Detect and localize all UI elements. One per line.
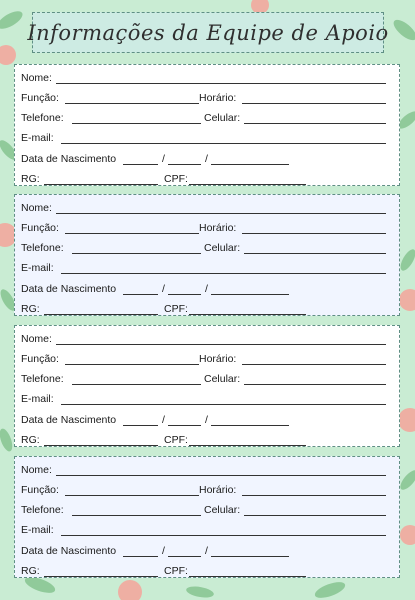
form-row [21, 152, 393, 166]
field-label-funcao: Função: [21, 92, 59, 104]
field-input-line-cpf[interactable] [189, 576, 306, 577]
field-input-line-telefone[interactable] [72, 253, 201, 254]
form-row [21, 172, 393, 186]
field-label-email: E-mail: [21, 393, 54, 405]
field-input-line-celular[interactable] [244, 384, 386, 385]
field-label-nome: Nome: [21, 333, 52, 345]
field-input-line-email[interactable] [61, 404, 386, 405]
form-row [21, 221, 393, 235]
field-label-email: E-mail: [21, 262, 54, 274]
field-input-line-rg[interactable] [44, 576, 158, 577]
form-row [21, 433, 393, 447]
field-label-slash: / [162, 153, 165, 165]
form-row [21, 282, 393, 296]
form-row [21, 352, 393, 366]
field-input-line-celular[interactable] [244, 123, 386, 124]
field-label-nascimento: Data de Nascimento [21, 283, 117, 295]
field-label-cpf: CPF: [164, 565, 188, 577]
form-row [21, 463, 393, 477]
field-input-line-cpf[interactable] [189, 184, 306, 185]
field-label-nome: Nome: [21, 202, 52, 214]
form-row [21, 302, 393, 316]
form-row [21, 261, 393, 275]
field-input-line-horario[interactable] [242, 103, 386, 104]
form-row [21, 544, 393, 558]
field-input-line-slash[interactable] [211, 425, 289, 426]
field-input-line-slash[interactable] [168, 164, 201, 165]
form-card [14, 456, 400, 578]
form-row [21, 483, 393, 497]
field-label-telefone: Telefone: [21, 373, 64, 385]
form-row [21, 413, 393, 427]
field-label-nascimento: Data de Nascimento [21, 545, 117, 557]
field-input-line-slash[interactable] [211, 556, 289, 557]
field-input-line-funcao[interactable] [65, 364, 199, 365]
field-label-funcao: Função: [21, 353, 59, 365]
field-input-line-funcao[interactable] [65, 495, 199, 496]
field-input-line-email[interactable] [61, 143, 386, 144]
field-input-line-telefone[interactable] [72, 123, 201, 124]
field-input-line-email[interactable] [61, 535, 386, 536]
field-label-nome: Nome: [21, 464, 52, 476]
field-input-line-celular[interactable] [244, 253, 386, 254]
form-row [21, 372, 393, 386]
field-input-line-cpf[interactable] [189, 314, 306, 315]
field-input-line-nascimento[interactable] [123, 425, 158, 426]
field-input-line-slash[interactable] [168, 294, 201, 295]
form-row [21, 332, 393, 346]
field-label-funcao: Função: [21, 222, 59, 234]
field-input-line-nome[interactable] [56, 213, 386, 214]
field-input-line-nome[interactable] [56, 344, 386, 345]
field-label-rg: RG: [21, 565, 40, 577]
field-label-slash: / [205, 283, 208, 295]
field-label-email: E-mail: [21, 132, 54, 144]
field-label-rg: RG: [21, 434, 40, 446]
field-input-line-slash[interactable] [168, 425, 201, 426]
field-input-line-rg[interactable] [44, 445, 158, 446]
form-row [21, 131, 393, 145]
field-label-slash: / [162, 545, 165, 557]
field-label-cpf: CPF: [164, 173, 188, 185]
field-label-slash: / [205, 414, 208, 426]
field-input-line-celular[interactable] [244, 515, 386, 516]
field-label-celular: Celular: [204, 112, 241, 124]
field-input-line-funcao[interactable] [65, 233, 199, 234]
field-input-line-nascimento[interactable] [123, 294, 158, 295]
form-row [21, 523, 393, 537]
field-label-nome: Nome: [21, 72, 52, 84]
title-box [27, 12, 389, 53]
field-input-line-nome[interactable] [56, 83, 386, 84]
field-input-line-rg[interactable] [44, 184, 158, 185]
field-label-slash: / [205, 545, 208, 557]
field-input-line-horario[interactable] [242, 495, 386, 496]
form-row [21, 241, 393, 255]
form-row [21, 71, 393, 85]
field-label-funcao: Função: [21, 484, 59, 496]
field-label-slash: / [205, 153, 208, 165]
form-row [21, 564, 393, 578]
field-label-nascimento: Data de Nascimento [21, 153, 117, 165]
field-input-line-telefone[interactable] [72, 515, 201, 516]
field-input-line-email[interactable] [61, 273, 386, 274]
form-row [21, 111, 393, 125]
field-input-line-nome[interactable] [56, 475, 386, 476]
form-row [21, 392, 393, 406]
field-label-cpf: CPF: [164, 434, 188, 446]
field-label-telefone: Telefone: [21, 112, 64, 124]
field-label-slash: / [162, 414, 165, 426]
form-row [21, 503, 393, 517]
field-label-rg: RG: [21, 303, 40, 315]
form-row [21, 201, 393, 215]
page-title: Informações da Equipe de Apoio [27, 20, 389, 45]
field-label-horario: Horário: [199, 92, 237, 104]
field-label-telefone: Telefone: [21, 242, 64, 254]
field-label-telefone: Telefone: [21, 504, 64, 516]
field-input-line-rg[interactable] [44, 314, 158, 315]
field-input-line-nascimento[interactable] [123, 556, 158, 557]
form-card [14, 325, 400, 447]
field-input-line-cpf[interactable] [189, 445, 306, 446]
form-row [21, 91, 393, 105]
field-label-celular: Celular: [204, 504, 241, 516]
field-label-horario: Horário: [199, 353, 237, 365]
field-label-celular: Celular: [204, 242, 241, 254]
field-label-nascimento: Data de Nascimento [21, 414, 117, 426]
field-input-line-horario[interactable] [242, 364, 386, 365]
form-card [14, 64, 400, 186]
form-card [14, 194, 400, 316]
field-label-horario: Horário: [199, 222, 237, 234]
field-label-celular: Celular: [204, 373, 241, 385]
field-label-email: E-mail: [21, 524, 54, 536]
field-input-line-telefone[interactable] [72, 384, 201, 385]
field-input-line-slash[interactable] [211, 164, 289, 165]
field-label-cpf: CPF: [164, 303, 188, 315]
field-label-horario: Horário: [199, 484, 237, 496]
field-input-line-funcao[interactable] [65, 103, 199, 104]
field-input-line-nascimento[interactable] [123, 164, 158, 165]
field-label-slash: / [162, 283, 165, 295]
field-label-rg: RG: [21, 173, 40, 185]
field-input-line-slash[interactable] [168, 556, 201, 557]
field-input-line-slash[interactable] [211, 294, 289, 295]
field-input-line-horario[interactable] [242, 233, 386, 234]
